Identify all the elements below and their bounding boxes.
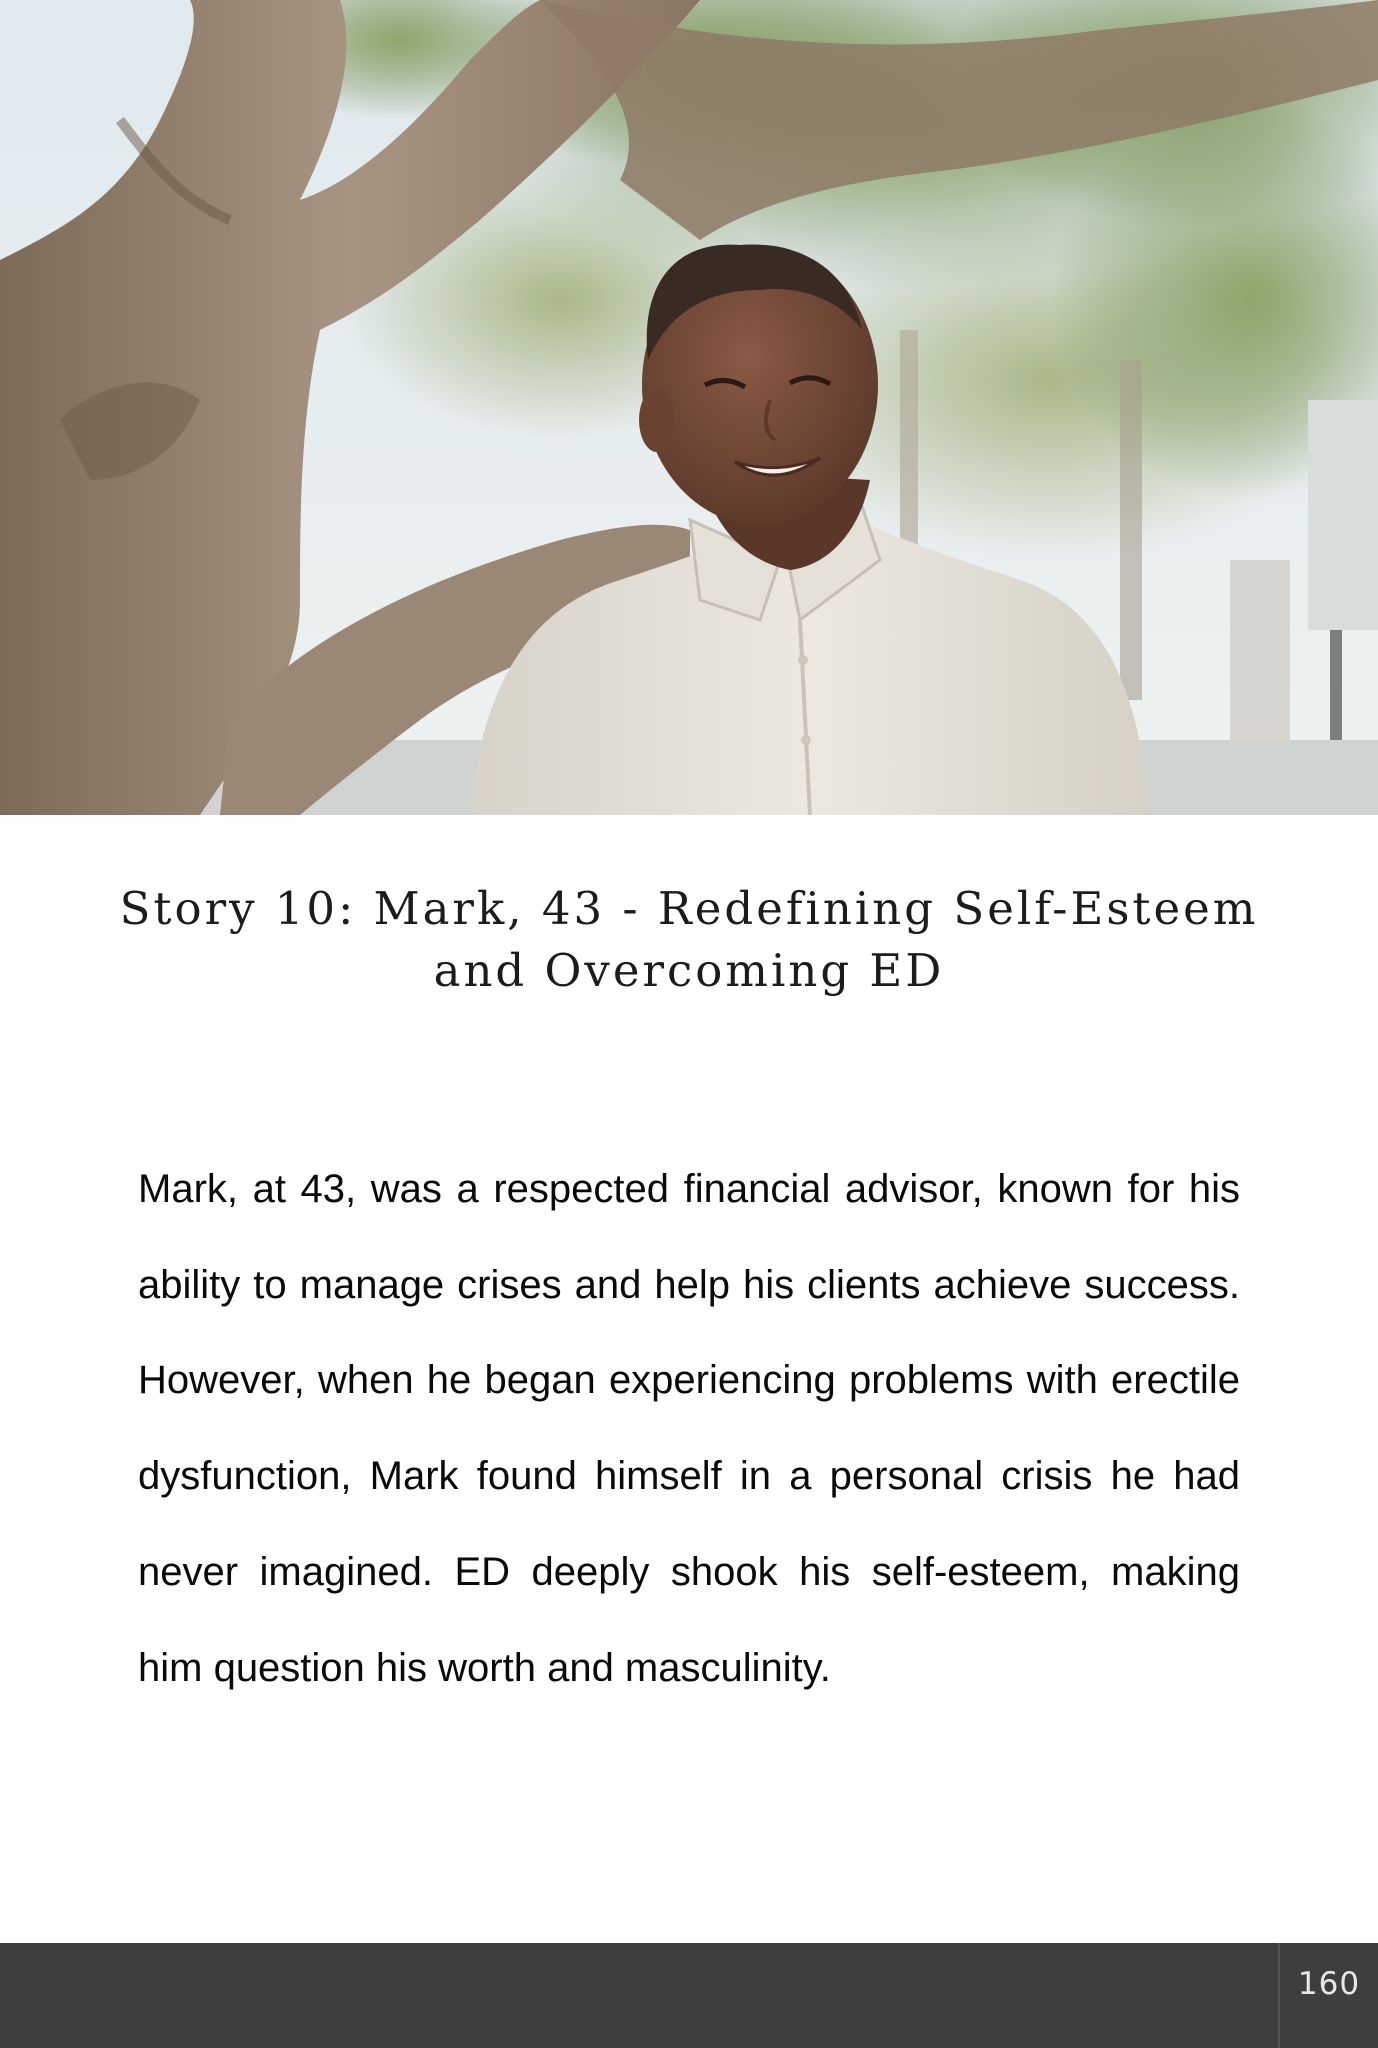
page-number: 160 <box>1297 1966 1361 2002</box>
story-paragraph: Mark, at 43, was a respected financial advisor, known for his ability to manage crises and help his clients achieve success. However, when he began experiencing problems with erectile dysfunction, Mark found himself in a personal crisis he had never imagined. ED deeply shook his self-esteem, making him question his worth and masculinity. <box>138 1167 1240 1690</box>
smiling-man-photo <box>0 0 1378 815</box>
hero-photo <box>0 0 1378 815</box>
story-title <box>100 878 1278 1002</box>
story-title-line-1: Story 10: Mark, 43 - Redefining Self-Esteem <box>119 882 1259 935</box>
footer-bar <box>0 1943 1378 2048</box>
story-title-line-2: and Overcoming ED <box>433 944 945 997</box>
